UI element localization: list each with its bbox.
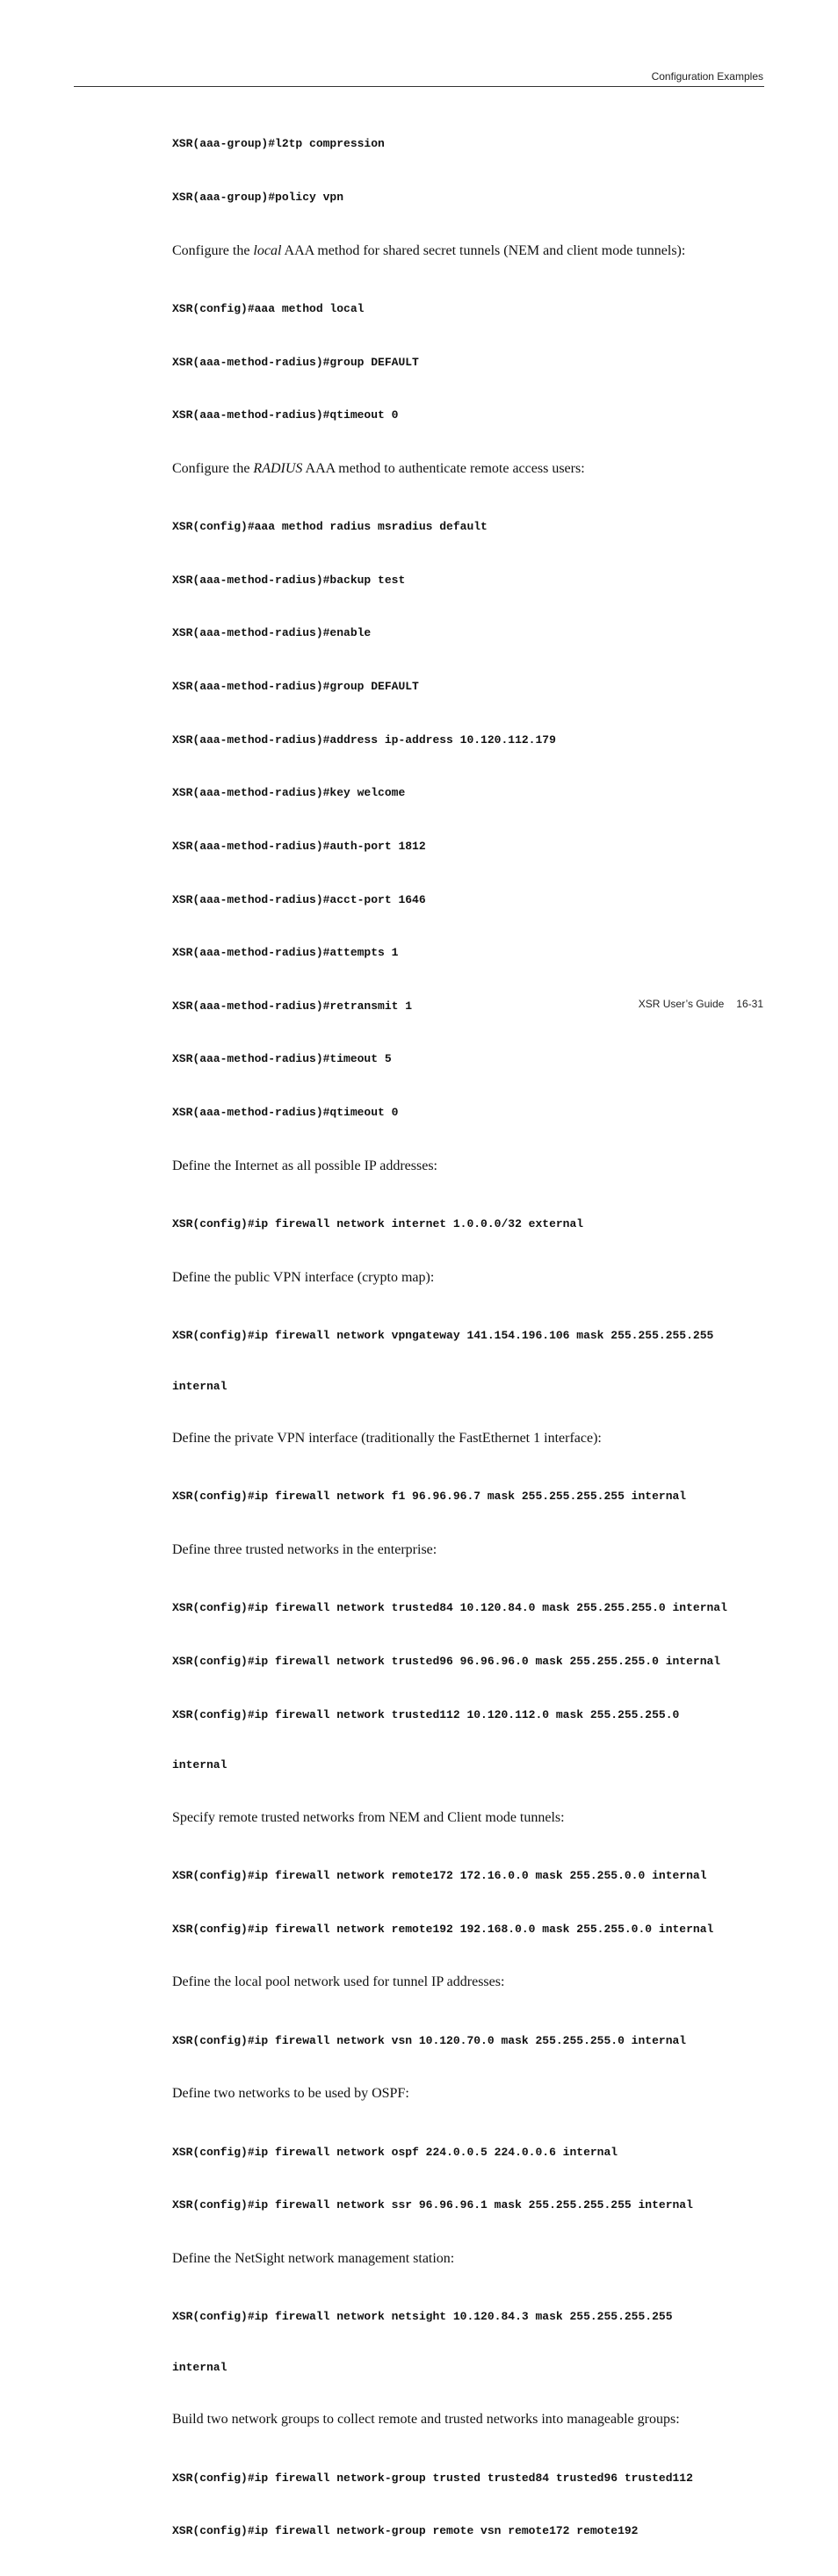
code-line: XSR(aaa-method-radius)#attempts 1 — [172, 946, 399, 960]
paragraph-public-vpn: Define the public VPN interface (crypto map): — [172, 1269, 435, 1285]
code-block-trusted-networks — [172, 1564, 778, 1809]
code-line-continuation: internal — [172, 2360, 228, 2374]
header-rule — [74, 86, 764, 87]
code-line: XSR(config)#ip firewall network f1 96.96.96.7 mask 255.255.255.255 internal — [172, 1490, 687, 1504]
code-line: XSR(config)#ip firewall network netsight 10.120.84.3 mask 255.255.255.255 — [172, 2310, 673, 2324]
code-line: XSR(aaa-method-radius)#qtimeout 0 — [172, 1105, 399, 1119]
code-line: XSR(aaa-method-radius)#auth-port 1812 — [172, 839, 426, 853]
paragraph-radius-method: Configure the RADIUS AAA method to authenticate remote access users: — [172, 460, 585, 476]
code-block-radius-method — [172, 483, 778, 1158]
code-line: XSR(config)#ip firewall network remote192 192.168.0.0 mask 255.255.0.0 internal — [172, 1922, 714, 1936]
emphasis-local: local — [253, 242, 282, 258]
code-block-remote-networks — [172, 1832, 778, 1974]
code-line: XSR(aaa-method-radius)#timeout 5 — [172, 1052, 392, 1066]
paragraph-internet: Define the Internet as all possible IP addresses: — [172, 1158, 437, 1173]
code-line: XSR(aaa-method-radius)#address ip-address 10.120.112.179 — [172, 732, 556, 747]
paragraph-private-vpn: Define the private VPN interface (traditionally the FastEthernet 1 interface): — [172, 1431, 602, 1447]
code-line: XSR(config)#ip firewall network vpngateway 141.154.196.106 mask 255.255.255.255 — [172, 1329, 714, 1342]
code-line: XSR(aaa-method-radius)#retransmit 1 — [172, 999, 413, 1013]
running-header-title: Configuration Examples — [651, 70, 763, 83]
code-line: XSR(config)#ip firewall network-group remote vsn remote172 remote192 — [172, 2524, 639, 2538]
code-line: XSR(aaa-method-radius)#enable — [172, 626, 372, 640]
code-block-internet — [172, 1180, 778, 1269]
paragraph-trusted-networks: Define three trusted networks in the enterprise: — [172, 1542, 437, 1558]
code-line: XSR(aaa-group)#policy vpn — [172, 191, 344, 205]
footer-page-number: 16-31 — [736, 998, 763, 1010]
code-line: XSR(aaa-method-radius)#key welcome — [172, 786, 406, 800]
code-block-aaa-group — [172, 100, 778, 242]
code-block-local-method — [172, 265, 778, 460]
code-block-private-vpn — [172, 1453, 778, 1541]
page-footer — [639, 998, 763, 1010]
code-block-public-vpn — [172, 1292, 778, 1430]
code-line: XSR(config)#ip firewall network ssr 96.96.96.1 mask 255.255.255.255 internal — [172, 2198, 693, 2212]
paragraph-local-pool: Define the local pool network used for tunnel IP addresses: — [172, 1974, 505, 1990]
code-line-continuation: internal — [172, 1758, 228, 1772]
code-line: XSR(config)#aaa method radius msradius default — [172, 520, 488, 534]
paragraph-remote-networks: Specify remote trusted networks from NEM and Client mode tunnels: — [172, 1809, 565, 1825]
paragraph-local-method: Configure the local AAA method for shared secret tunnels (NEM and client mode tunnels): — [172, 242, 686, 258]
code-line: XSR(aaa-method-radius)#group DEFAULT — [172, 680, 419, 694]
code-line: XSR(config)#ip firewall network vsn 10.120.70.0 mask 255.255.255.0 internal — [172, 2033, 687, 2047]
code-line: XSR(config)#aaa method local — [172, 302, 365, 316]
emphasis-radius: RADIUS — [253, 460, 303, 476]
code-block-ospf — [172, 2108, 778, 2250]
paragraph-netsight: Define the NetSight network management station: — [172, 2250, 455, 2266]
code-line: XSR(config)#ip firewall network internet 1.0.0.0/32 external — [172, 1216, 584, 1230]
code-line: XSR(config)#ip firewall network trusted96 96.96.96.0 mask 255.255.255.0 internal — [172, 1655, 721, 1669]
code-line: XSR(config)#ip firewall network trusted112 10.120.112.0 mask 255.255.255.0 — [172, 1707, 680, 1721]
code-line: XSR(config)#ip firewall network remote172 172.16.0.0 mask 255.255.0.0 internal — [172, 1869, 707, 1883]
code-line-continuation: internal — [172, 1379, 228, 1393]
paragraph-network-groups: Build two network groups to collect remote and trusted networks into manageable groups: — [172, 2412, 680, 2428]
footer-guide-title: XSR User’s Guide — [638, 998, 725, 1010]
code-line: XSR(aaa-group)#l2tp compression — [172, 137, 385, 151]
code-line: XSR(aaa-method-radius)#group DEFAULT — [172, 355, 419, 369]
code-line: XSR(aaa-method-radius)#backup test — [172, 573, 406, 587]
code-line: XSR(config)#ip firewall network trusted84 10.120.84.0 mask 255.255.255.0 internal — [172, 1601, 727, 1615]
paragraph-ospf: Define two networks to be used by OSPF: — [172, 2086, 409, 2102]
code-block-netsight — [172, 2273, 778, 2411]
code-block-local-pool — [172, 1996, 778, 2085]
page-body — [172, 100, 778, 2576]
code-line: XSR(config)#ip firewall network ospf 224.0.0.5 224.0.0.6 internal — [172, 2145, 618, 2159]
code-line: XSR(aaa-method-radius)#acct-port 1646 — [172, 892, 426, 906]
code-line: XSR(aaa-method-radius)#qtimeout 0 — [172, 408, 399, 422]
code-block-network-groups — [172, 2434, 778, 2576]
code-line: XSR(config)#ip firewall network-group trusted trusted84 trusted96 trusted112 — [172, 2471, 693, 2485]
